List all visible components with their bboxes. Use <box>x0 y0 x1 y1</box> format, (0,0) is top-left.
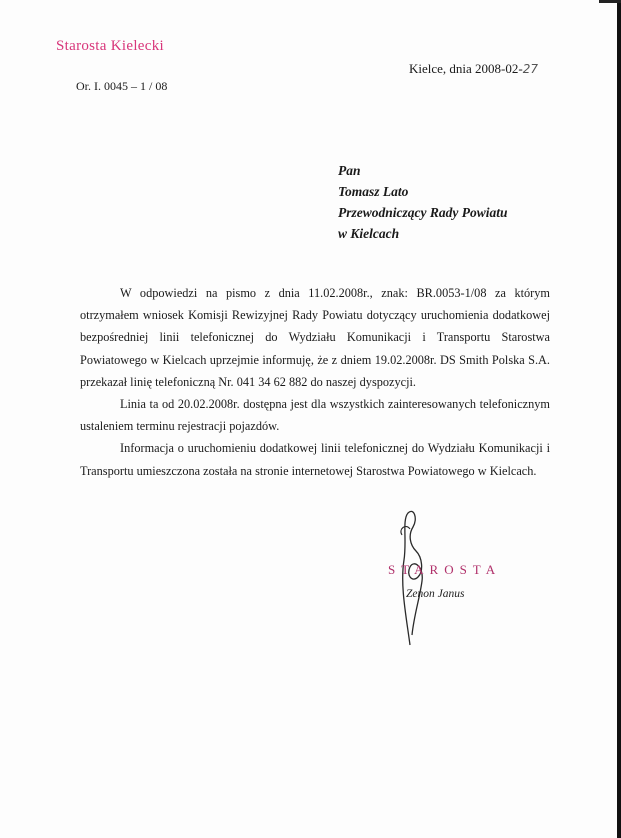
addressee-block <box>338 160 508 244</box>
addressee-salutation: Pan <box>338 163 361 178</box>
scan-edge <box>617 0 621 838</box>
addressee-name: Tomasz Lato <box>338 184 409 199</box>
date-printed: Kielce, dnia 2008-02- <box>409 61 523 76</box>
letter-body <box>80 282 550 482</box>
reference-number: Or. I. 0045 – 1 / 08 <box>76 79 168 93</box>
signature-title-stamp: STAROSTA <box>388 562 502 577</box>
header-stamp: Starosta Kielecki <box>56 38 164 54</box>
date-handwritten-day: 27 <box>522 62 538 76</box>
letter-date <box>409 61 538 77</box>
addressee-location: w Kielcach <box>338 226 400 241</box>
body-paragraph-2: Linia ta od 20.02.2008r. dostępna jest dla wszystkich zainteresowanych telefonicznym ustaleniem terminu rejestracji pojazdów. <box>80 397 550 434</box>
body-paragraph-1: W odpowiedzi na pismo z dnia 11.02.2008r., znak: BR.0053-1/08 za którym otrzymałem wniosek Komisji Rewizyjnej Rady Powiatu dotyczący uruchomienia dodatkowej bezpośredniej linii telefonicznej do Wydziału Komunikacji i Transportu Starostwa Powiatowego w Kielcach uprzejmie informuję, że z dniem 19.02.2008r. DS Smith Polska S.A. przekazał linię telefoniczną Nr. 041 34 62 882 do naszej dyspozycji. <box>80 286 550 389</box>
signature-name-stamp: Zenon Janus <box>406 588 465 600</box>
body-paragraph-3: Informacja o uruchomieniu dodatkowej linii telefonicznej do Wydziału Komunikacji i Transportu umieszczona została na stronie internetowej Starostwa Powiatowego w Kielcach. <box>80 441 550 478</box>
scan-edge-top <box>599 0 621 3</box>
addressee-position: Przewodniczący Rady Powiatu <box>338 205 508 220</box>
